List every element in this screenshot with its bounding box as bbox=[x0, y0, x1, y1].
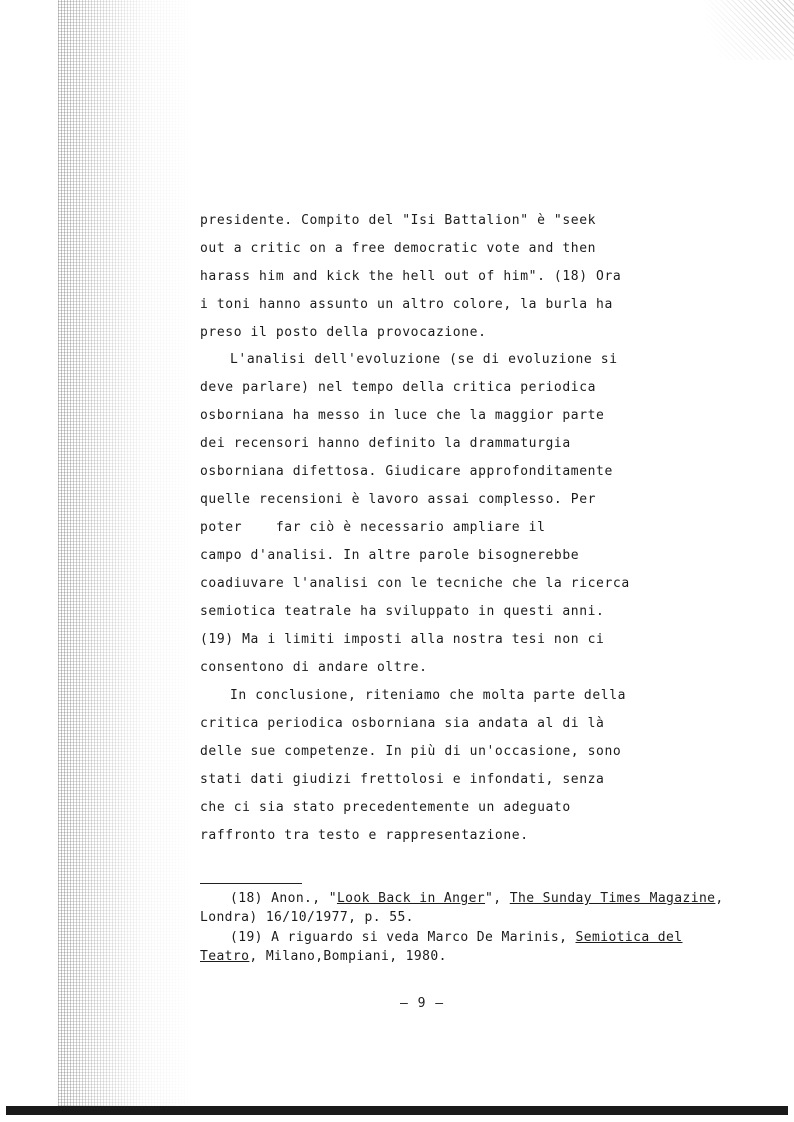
text-line: deve parlare) nel tempo della critica periodica bbox=[200, 380, 597, 395]
text-line: harass him and kick the hell out of him". (18) Ora bbox=[200, 269, 622, 284]
text-line: quelle recensioni è lavoro assai complesso. Per bbox=[200, 492, 597, 507]
text-line: dei recensori hanno definito la drammaturgia bbox=[200, 436, 571, 451]
magazine-title: The Sunday Times Magazine bbox=[509, 891, 716, 906]
article-title: Look Back in Anger bbox=[336, 891, 486, 906]
text-line: poter far ciò è necessario ampliare il bbox=[200, 520, 546, 535]
text-line: consentono di andare oltre. bbox=[200, 660, 428, 675]
text-line: i toni hanno assunto un altro colore, la burla ha bbox=[200, 297, 613, 312]
text-line: out a critic on a free democratic vote and then bbox=[200, 241, 597, 256]
text-line: L'analisi dell'evoluzione (se di evoluzione si bbox=[230, 352, 618, 367]
book-title-part1: Semiotica del bbox=[575, 930, 683, 945]
page-number: – 9 – bbox=[400, 996, 445, 1011]
footnote-19-line-1: (19) A riguardo si veda Marco De Marinis, Semiotica del bbox=[230, 930, 683, 945]
footnote-18-line-1: (18) Anon., "Look Back in Anger", The Sunday Times Magazine, bbox=[230, 891, 724, 906]
text-line: presidente. Compito del "Isi Battalion" è "seek bbox=[200, 213, 597, 228]
text-line: critica periodica osborniana sia andata al di là bbox=[200, 716, 605, 731]
text-line: preso il posto della provocazione. bbox=[200, 325, 487, 340]
text-line: raffronto tra testo e rappresentazione. bbox=[200, 828, 529, 843]
text-line: osborniana difettosa. Giudicare approfonditamente bbox=[200, 464, 613, 479]
footnote-separator bbox=[200, 883, 302, 884]
footnote-19-line-2: Teatro, Milano,Bompiani, 1980. bbox=[200, 949, 447, 964]
text-line: campo d'analisi. In altre parole bisognerebbe bbox=[200, 548, 580, 563]
text-line: stati dati giudizi frettolosi e infondati, senza bbox=[200, 772, 605, 787]
text-line: coadiuvare l'analisi con le tecniche che la ricerca bbox=[200, 576, 630, 591]
text-line: delle sue competenze. In più di un'occasione, sono bbox=[200, 744, 622, 759]
book-title-part2: Teatro bbox=[200, 949, 250, 964]
scan-bottom-edge bbox=[6, 1106, 788, 1115]
text-line: semiotica teatrale ha sviluppato in questi anni. bbox=[200, 604, 605, 619]
scan-noise-top-right bbox=[684, 0, 794, 60]
footnote-18-line-2: Londra) 16/10/1977, p. 55. bbox=[200, 910, 414, 925]
text-line: osborniana ha messo in luce che la maggior parte bbox=[200, 408, 605, 423]
scan-noise-left-margin bbox=[58, 0, 198, 1112]
text-line: che ci sia stato precedentemente un adeguato bbox=[200, 800, 571, 815]
text-line: In conclusione, riteniamo che molta parte della bbox=[230, 688, 627, 703]
text-line: (19) Ma i limiti imposti alla nostra tesi non ci bbox=[200, 632, 605, 647]
